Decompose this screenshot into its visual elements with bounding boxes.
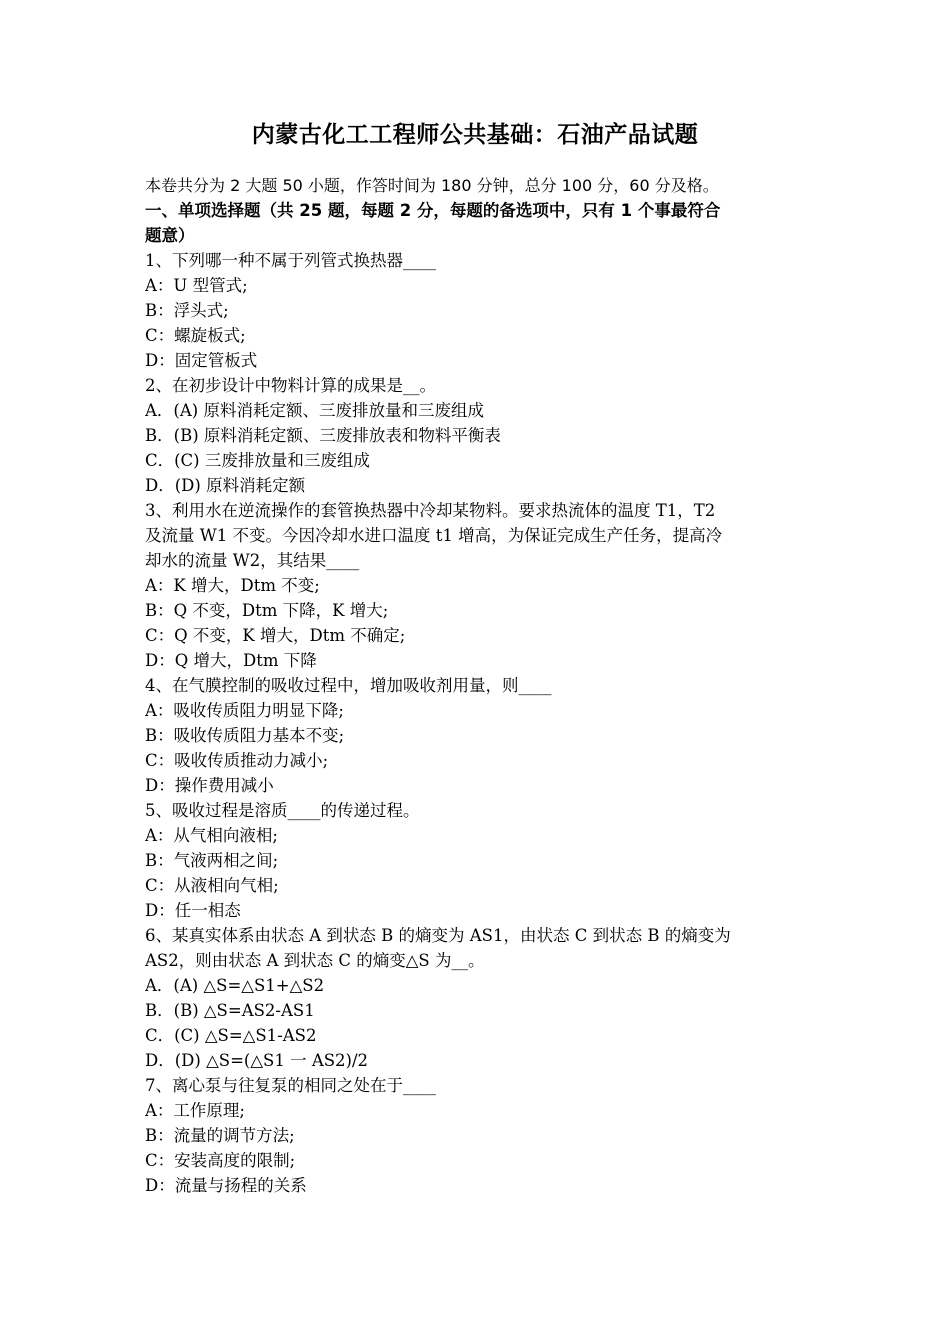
option-d: D：Q 增大，Dtm 下降 (145, 651, 317, 670)
option-b: B：浮头式; (145, 301, 229, 320)
option-b: B：吸收传质阻力基本不变; (145, 726, 345, 745)
option-c: C：Q 不变，K 增大，Dtm 不确定; (145, 626, 406, 645)
question-stem: 4、在气膜控制的吸收过程中，增加吸收剂用量，则____ (145, 676, 552, 695)
option-a: A：U 型管式; (145, 276, 248, 295)
option-a: A：从气相向液相; (145, 826, 278, 845)
option-c: C：从液相向气相; (145, 876, 279, 895)
question-3 (145, 498, 810, 673)
question-4 (145, 673, 810, 798)
option-a: A．(A) △S=△S1+△S2 (145, 976, 325, 995)
question-stem: 5、吸收过程是溶质____的传递过程。 (145, 801, 420, 820)
question-stem: AS2，则由状态 A 到状态 C 的熵变△S 为__。 (145, 951, 485, 970)
option-c: C：螺旋板式; (145, 326, 246, 345)
option-c: C．(C) △S=△S1-AS2 (145, 1026, 317, 1045)
option-c: C：安装高度的限制; (145, 1151, 296, 1170)
section-heading-line-1: 一、单项选择题（共 25 题，每题 2 分，每题的备选项中，只有 1 个事最符合 (145, 201, 721, 220)
question-6 (145, 923, 810, 1073)
question-2 (145, 373, 810, 498)
page-title: 内蒙古化工工程师公共基础：石油产品试题 (251, 122, 699, 148)
section-heading-line-2: 题意） (145, 226, 195, 245)
document-body (145, 173, 810, 1198)
option-c: C：吸收传质推动力减小; (145, 751, 329, 770)
question-stem: 7、离心泵与往复泵的相同之处在于____ (145, 1076, 436, 1095)
option-b: B：Q 不变，Dtm 下降，K 增大; (145, 601, 389, 620)
question-stem: 及流量 W1 不变。今因冷却水进口温度 t1 增高，为保证完成生产任务，提高冷 (145, 526, 723, 545)
option-d: D：操作费用减小 (145, 776, 274, 795)
option-a: A．(A) 原料消耗定额、三废排放量和三废组成 (145, 401, 484, 420)
question-7 (145, 1073, 810, 1198)
option-d: D：固定管板式 (145, 351, 258, 370)
question-stem: 1、下列哪一种不属于列管式换热器____ (145, 251, 436, 270)
question-5 (145, 798, 810, 923)
option-a: A：工作原理; (145, 1101, 245, 1120)
option-d: D：流量与扬程的关系 (145, 1176, 307, 1195)
option-d: D：任一相态 (145, 901, 241, 920)
option-b: B．(B) 原料消耗定额、三废排放表和物料平衡表 (145, 426, 501, 445)
option-c: C．(C) 三废排放量和三废组成 (145, 451, 370, 470)
exam-intro: 本卷共分为 2 大题 50 小题，作答时间为 180 分钟，总分 100 分，60 分及格。 (145, 176, 719, 195)
question-stem: 6、某真实体系由状态 A 到状态 B 的熵变为 AS1，由状态 C 到状态 B 的熵变为 (145, 926, 731, 945)
option-d: D．(D) 原料消耗定额 (145, 476, 306, 495)
question-stem: 2、在初步设计中物料计算的成果是__。 (145, 376, 436, 395)
option-a: A：吸收传质阻力明显下降; (145, 701, 344, 720)
option-b: B：流量的调节方法; (145, 1126, 295, 1145)
option-b: B．(B) △S=AS2-AS1 (145, 1001, 315, 1020)
option-b: B：气液两相之间; (145, 851, 279, 870)
question-stem: 3、利用水在逆流操作的套管换热器中冷却某物料。要求热流体的温度 T1，T2 (145, 501, 716, 520)
option-d: D．(D) △S=(△S1 一 AS2)/2 (145, 1051, 369, 1070)
question-stem: 却水的流量 W2，其结果____ (145, 551, 360, 570)
question-1 (145, 248, 810, 373)
option-a: A：K 增大，Dtm 不变; (145, 576, 320, 595)
